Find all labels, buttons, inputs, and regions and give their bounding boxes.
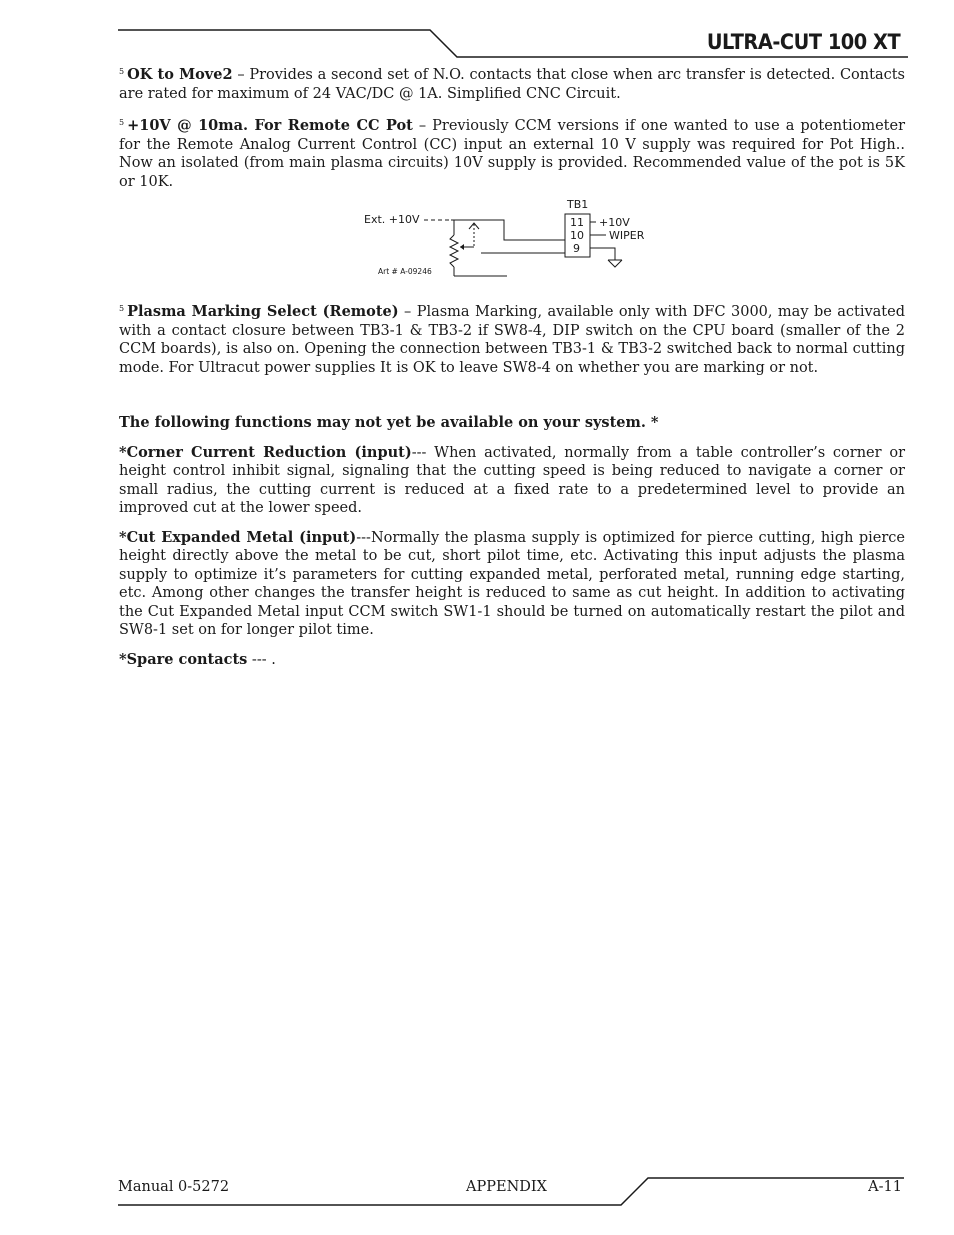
spacer-t [454, 259, 565, 276]
footer-section: APPENDIX [466, 1179, 547, 1195]
wiper-arrow-icon [460, 244, 464, 250]
wiper-label: WIPER [609, 229, 645, 242]
footnote-marker: 5 [119, 67, 125, 76]
footnote-marker: 5 [119, 304, 125, 313]
term-remote-cc-pot: +10V @ 10ma. For Remote CC Pot [127, 117, 413, 134]
spacer-b [454, 256, 507, 276]
wiring-diagram-svg [119, 198, 905, 294]
notice-text: The following functions may not yet be available on your system. * [119, 414, 659, 431]
description-corner-current: --- When activated, normally from a table controller’s corner or height control inhibit signal, signaling that the cutting speed is being reduced to navigate a corner or small radius, the cutting current is reduced at a fixed rate to a predetermined level to provide an improved cut at the lower speed. [119, 444, 905, 516]
tb1-pin-9: 9 [573, 242, 580, 255]
term-spare-contacts: *Spare contacts [119, 650, 248, 668]
term-cut-expanded: *Cut Expanded Metal (input) [119, 528, 357, 546]
tb1-pin-11: 11 [570, 216, 584, 229]
pin-9-ground-wire [590, 248, 615, 260]
potentiometer-wiring-diagram [119, 198, 905, 294]
footer-manual-number: Manual 0-5272 [118, 1179, 230, 1195]
paragraph-corner-current [119, 444, 905, 518]
term-plasma-marking: Plasma Marking Select (Remote) [127, 303, 399, 320]
paragraph-ok-to-move2 [119, 63, 905, 103]
art-number: Art # A-09246 [378, 267, 432, 276]
ext-10v-label: Ext. +10V [364, 213, 420, 226]
footer-page-number: A-11 [868, 1179, 902, 1195]
page-content [119, 63, 905, 680]
term-corner-current: *Corner Current Reduction (input) [119, 443, 412, 461]
paragraph-notice [119, 414, 905, 433]
paragraph-plasma-marking [119, 300, 905, 377]
description-plasma-marking: – Plasma Marking, available only with DFC 3000, may be activated with a contact closure between TB3-1 & TB3-2 if SW8-4, DIP switch on the CPU board (smaller of the 2 CCM boards), is also on. Opening the connection between TB3-1 & TB3-2 switched back to normal cutting mode. For Ultracut power supplies It is OK to leave SW8-4 on whether you are marking or not. [119, 304, 905, 376]
description-ok-to-move2: – Provides a second set of N.O. contacts that close when arc transfer is detected. Contacts are rated for maximum of 24 VAC/DC @ 1A. Simplified CNC Circuit. [119, 67, 905, 102]
spacer-d [507, 256, 565, 278]
wire-pin-11 [451, 220, 565, 240]
paragraph-spare-contacts [119, 651, 905, 670]
page-title: ULTRA-CUT 100 XT [706, 30, 900, 54]
tb1-pin-10: 10 [570, 229, 584, 242]
plus10v-label: +10V [599, 216, 630, 229]
description-remote-cc-pot: – Previously CCM versions if one wanted to use a potentiometer for the Remote Analog Current Control (CC) input an external 10 V supply was required for Pot High.. Now an isolated (from main plasma circuits) 10V supply is provided. Recommended value of the pot is 5K or 10K. [119, 118, 906, 190]
spacer-i [507, 268, 565, 281]
spacer-f [507, 253, 565, 280]
term-ok-to-move2: OK to Move2 [127, 66, 233, 83]
spacer-r [454, 256, 565, 276]
paragraph-cut-expanded [119, 529, 905, 640]
spacer-s [507, 261, 565, 280]
spacer-j [507, 254, 565, 282]
tb1-label: TB1 [567, 198, 589, 211]
spacer [474, 232, 565, 253]
description-cut-expanded: ---Normally the plasma supply is optimized for pierce cutting, high pierce height directly above the metal to be cut, short pilot time, etc. Activating this input adjusts the plasma supply to optimize it’s parameters for cutting expanded metal, perforated metal, running edge starting, etc. Among other changes the transfer height is reduced to same as cut height. In addition to activating the Cut Expanded Metal input CCM switch SW1-1 should be turned on automatically restart the pilot and SW8-1 set on for longer pilot time. [119, 529, 905, 638]
footnote-marker: 5 [119, 118, 125, 127]
spacer-w [507, 257, 565, 276]
resistor-symbol [450, 235, 458, 267]
ground-icon [608, 260, 622, 267]
description-spare-contacts: --- . [247, 651, 276, 668]
paragraph-remote-cc-pot [119, 114, 905, 191]
